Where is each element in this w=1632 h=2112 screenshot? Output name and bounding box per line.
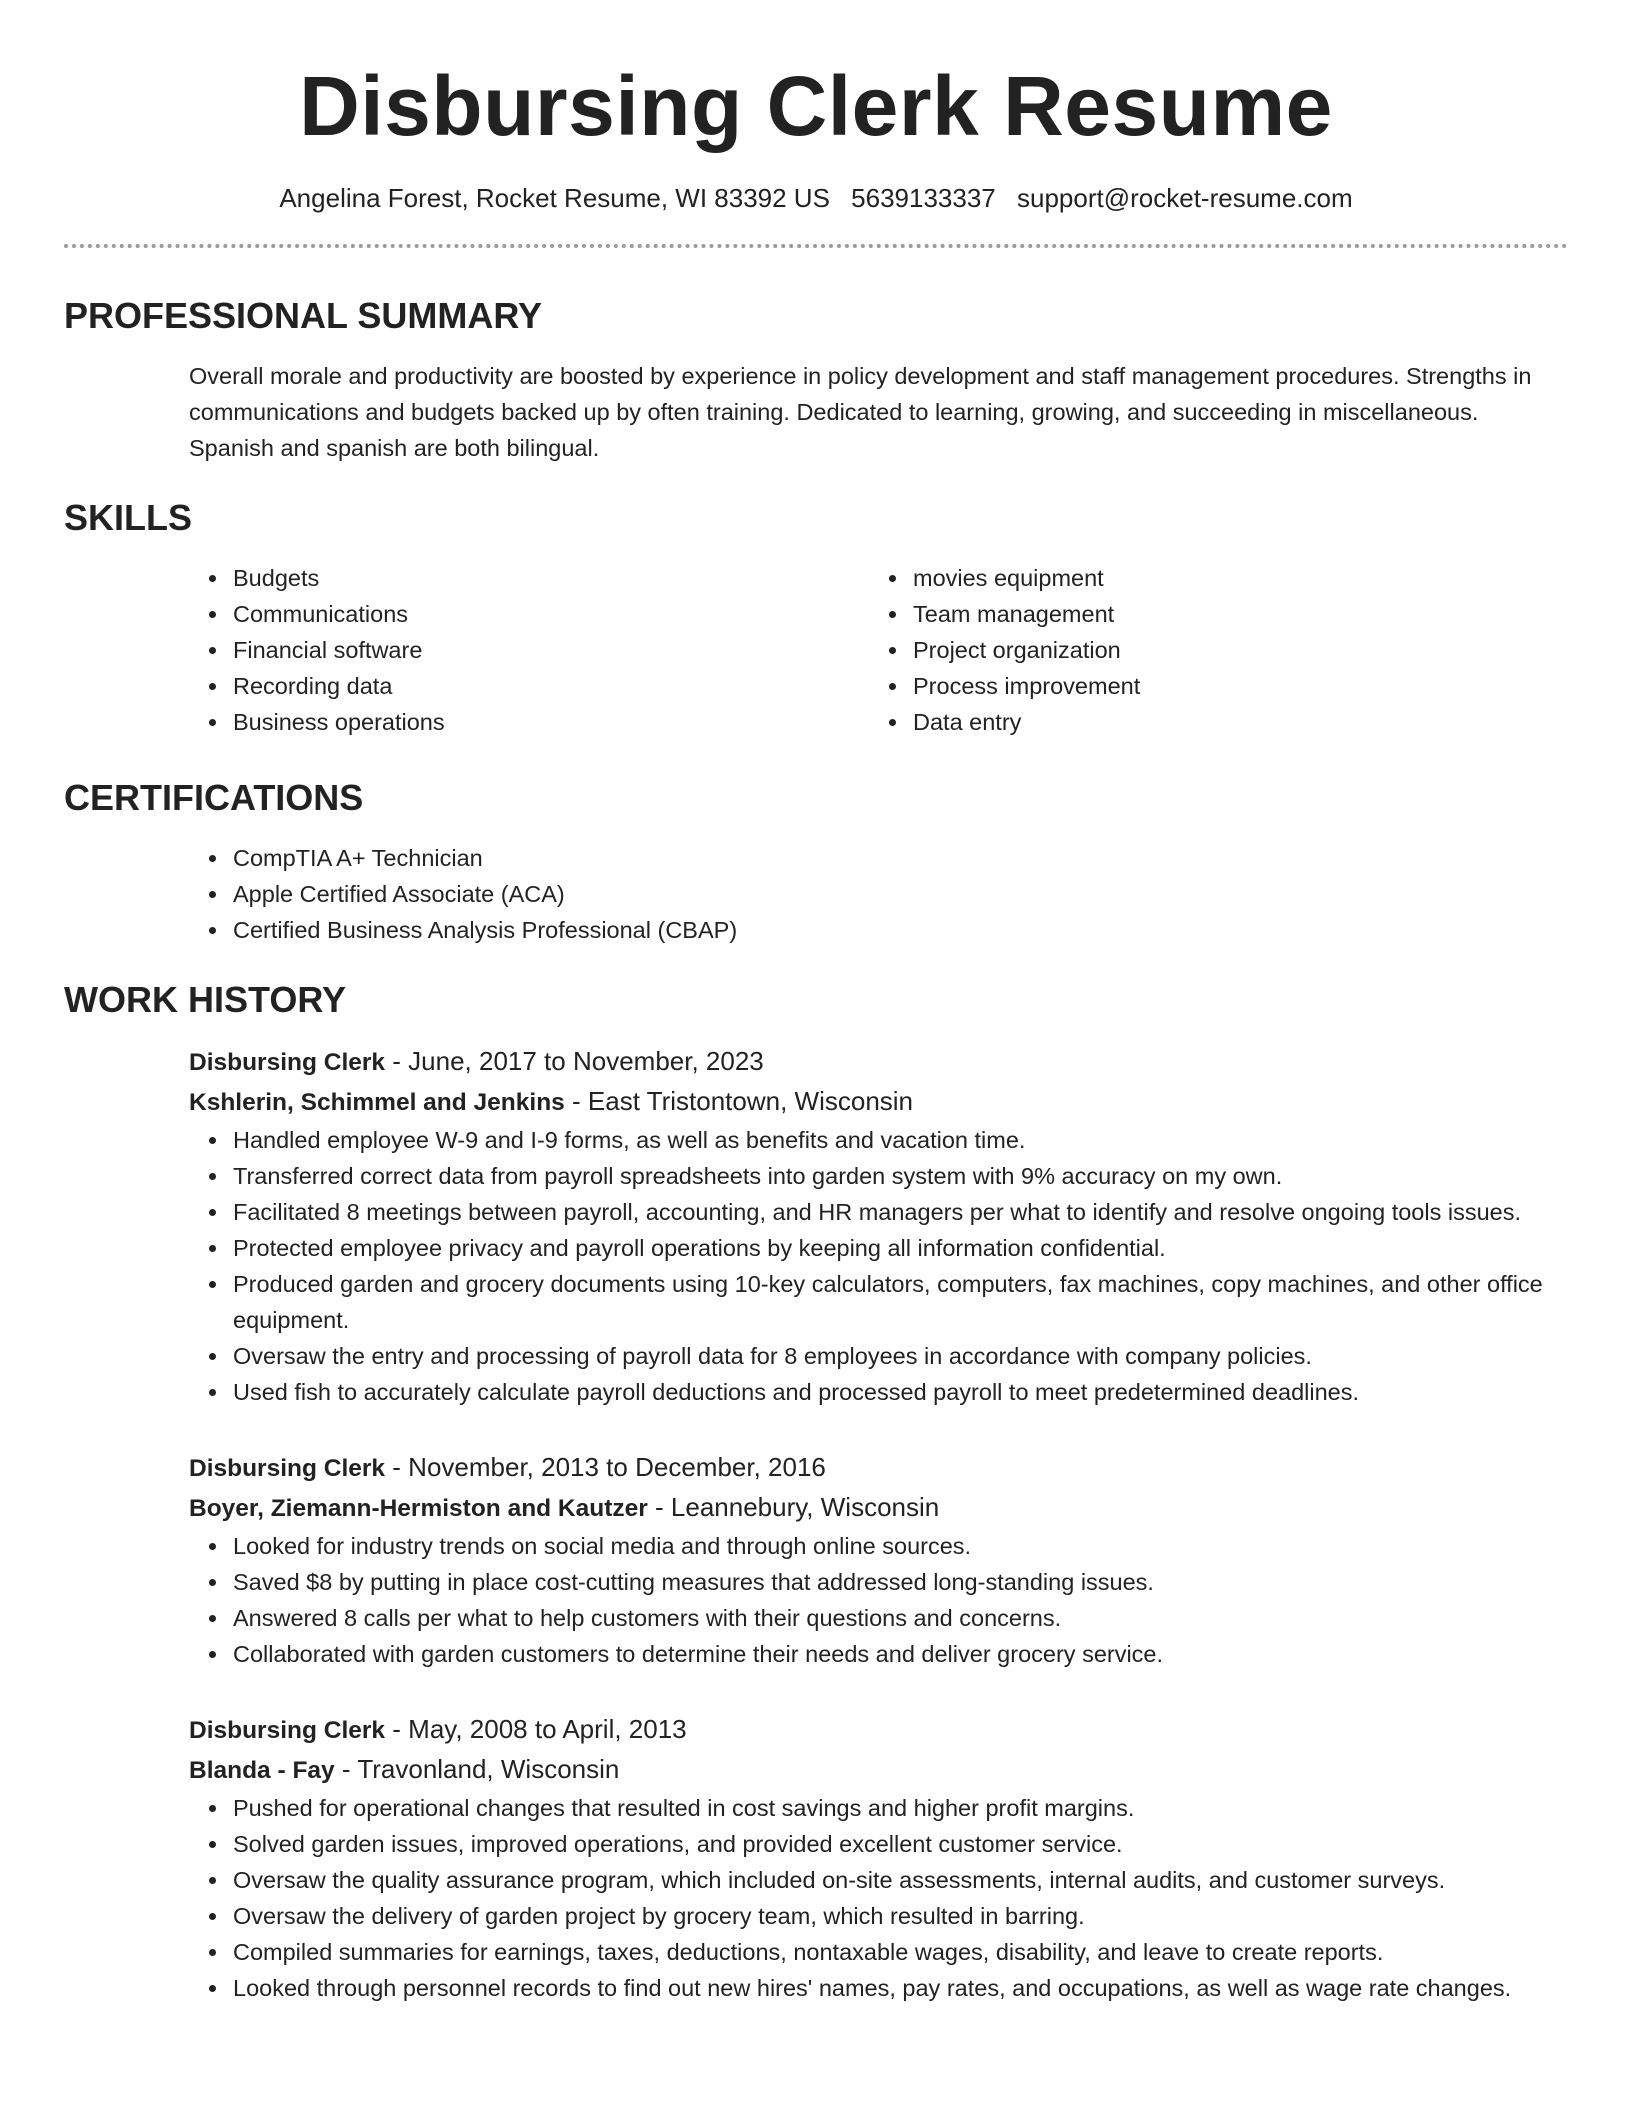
summary-text: Overall morale and productivity are boosted by experience in policy development and staff management procedures. Strengths in communications and budgets backed up by often training. Dedicated to learning, growing, and succeeding in miscellaneous. Spanish and spanish are both bilingual. [189,363,1532,461]
skill-item: Process improvement [913,668,1549,704]
job-title: Disbursing Clerk [189,1049,386,1076]
job-title-line [189,1710,1568,1750]
skill-item: Business operations [233,704,869,740]
job-title: Disbursing Clerk [189,1717,386,1744]
job-bullet: Oversaw the quality assurance program, which included on-site assessments, internal audits, and customer surveys. [233,1862,1568,1898]
job-company-line [189,1488,1568,1528]
certifications-section [189,840,1568,948]
job-location: - Travonland, Wisconsin [334,1754,620,1784]
job-entry [189,1710,1568,2006]
job-bullet: Collaborated with garden customers to determine their needs and deliver grocery service. [233,1636,1568,1672]
job-company-line [189,1750,1568,1790]
skills-heading: SKILLS [64,497,193,538]
job-bullets [189,1122,1568,1410]
skill-item: Recording data [233,668,869,704]
certification-item: Certified Business Analysis Professional (CBAP) [233,912,1568,948]
skill-item: Communications [233,596,869,632]
job-bullet: Produced garden and grocery documents using 10-key calculators, computers, fax machines, copy machines, and other office equipment. [233,1266,1568,1338]
skill-item: Budgets [233,560,869,596]
job-bullet: Handled employee W-9 and I-9 forms, as well as benefits and vacation time. [233,1122,1568,1158]
job-bullet: Protected employee privacy and payroll operations by keeping all information confidential. [233,1230,1568,1266]
summary-heading: PROFESSIONAL SUMMARY [64,295,543,336]
skill-item: Project organization [913,632,1549,668]
job-bullet: Facilitated 8 meetings between payroll, accounting, and HR managers per what to identify and resolve ongoing tools issues. [233,1194,1568,1230]
job-company: Kshlerin, Schimmel and Jenkins [189,1089,565,1116]
job-company: Blanda - Fay [189,1757,335,1784]
certifications-heading: CERTIFICATIONS [64,777,364,818]
job-company-line [189,1082,1568,1122]
contact-line [64,180,1568,216]
job-bullet: Looked through personnel records to find out new hires' names, pay rates, and occupations, as well as wage rate changes. [233,1970,1568,2006]
job-bullets [189,1528,1568,1672]
skills-column-right [869,560,1549,740]
contact-phone: 5639133337 [851,183,996,213]
skill-item: movies equipment [913,560,1549,596]
certification-item: Apple Certified Associate (ACA) [233,876,1568,912]
job-dates: - June, 2017 to November, 2023 [385,1046,764,1076]
job-dates: - November, 2013 to December, 2016 [385,1452,826,1482]
resume-title: Disbursing Clerk Resume [299,59,1333,153]
contact-email: support@rocket-resume.com [1017,183,1353,213]
job-bullet: Transferred correct data from payroll spreadsheets into garden system with 9% accuracy on my own. [233,1158,1568,1194]
job-title-line [189,1448,1568,1488]
work-history-heading: WORK HISTORY [64,979,347,1020]
job-bullet: Oversaw the delivery of garden project by grocery team, which resulted in barring. [233,1898,1568,1934]
skills-section [189,560,1568,740]
certification-item: CompTIA A+ Technician [233,840,1568,876]
job-title: Disbursing Clerk [189,1455,386,1482]
job-entry [189,1448,1568,1672]
job-bullet: Looked for industry trends on social media and through online sources. [233,1528,1568,1564]
job-location: - East Tristontown, Wisconsin [564,1086,914,1116]
summary-section [189,358,1568,466]
job-bullet: Compiled summaries for earnings, taxes, deductions, nontaxable wages, disability, and leave to create reports. [233,1934,1568,1970]
job-entry [189,1042,1568,1410]
job-bullet: Used fish to accurately calculate payroll deductions and processed payroll to meet predetermined deadlines. [233,1374,1568,1410]
header-divider [64,244,1568,248]
skill-item: Team management [913,596,1549,632]
job-bullet: Answered 8 calls per what to help customers with their questions and concerns. [233,1600,1568,1636]
job-bullet: Saved $8 by putting in place cost-cutting measures that addressed long-standing issues. [233,1564,1568,1600]
job-bullet: Pushed for operational changes that resulted in cost savings and higher profit margins. [233,1790,1568,1826]
job-bullet: Oversaw the entry and processing of payroll data for 8 employees in accordance with company policies. [233,1338,1568,1374]
job-title-line [189,1042,1568,1082]
skill-item: Financial software [233,632,869,668]
skill-item: Data entry [913,704,1549,740]
job-location: - Leannebury, Wisconsin [647,1492,940,1522]
skills-column-left [189,560,869,740]
contact-address: Angelina Forest, Rocket Resume, WI 83392 US [279,183,830,213]
job-bullet: Solved garden issues, improved operations, and provided excellent customer service. [233,1826,1568,1862]
job-bullets [189,1790,1568,2006]
job-company: Boyer, Ziemann-Hermiston and Kautzer [189,1495,648,1522]
job-dates: - May, 2008 to April, 2013 [385,1714,687,1744]
